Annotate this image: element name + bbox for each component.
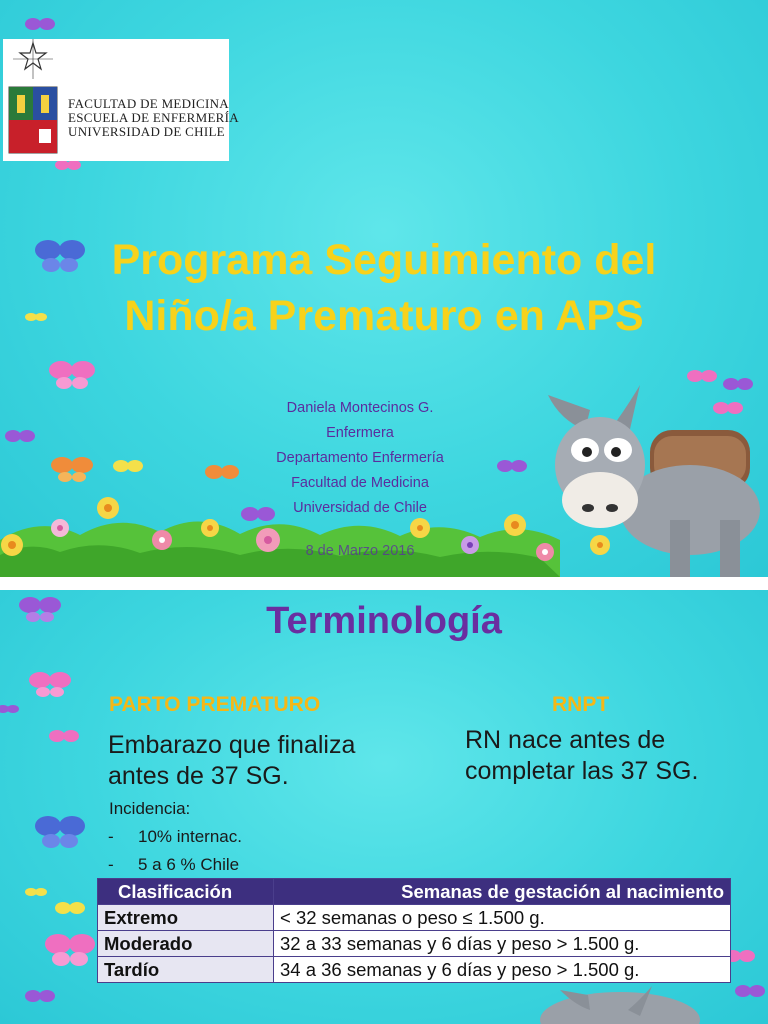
author-block bbox=[230, 396, 490, 521]
university-crest bbox=[3, 39, 63, 161]
definition-line: completar las 37 SG. bbox=[465, 757, 699, 785]
definition-line: antes de 37 SG. bbox=[108, 762, 289, 790]
author-role: Enfermera bbox=[326, 425, 394, 441]
donkey-illustration bbox=[548, 385, 760, 577]
table-row bbox=[98, 957, 731, 983]
university-logo bbox=[3, 39, 239, 161]
parto-prematuro-header: PARTO PREMATURO bbox=[109, 693, 321, 716]
parto-prematuro-definition bbox=[108, 730, 355, 792]
slide-separator bbox=[0, 577, 768, 590]
classification-table bbox=[97, 878, 731, 983]
slide-title bbox=[0, 232, 768, 344]
presentation-date: 8 de Marzo 2016 bbox=[305, 543, 415, 559]
table-cell-category: Moderado bbox=[98, 931, 274, 957]
university-name bbox=[68, 97, 239, 139]
definition-line: RN nace antes de bbox=[465, 726, 666, 754]
rnpt-definition bbox=[465, 725, 698, 787]
author-university: Universidad de Chile bbox=[293, 500, 427, 516]
logo-line: UNIVERSIDAD DE CHILE bbox=[68, 124, 225, 139]
incidence-label: Incidencia: bbox=[109, 799, 191, 818]
logo-line: FACULTAD DE MEDICINA bbox=[68, 96, 229, 111]
donkey-illustration bbox=[540, 986, 700, 1024]
table-cell-category: Tardío bbox=[98, 957, 274, 983]
incidence-list bbox=[108, 823, 242, 879]
rnpt-header: RNPT bbox=[552, 693, 610, 716]
bullet-marker: - bbox=[108, 855, 114, 874]
table-row bbox=[98, 905, 731, 931]
table-cell-criteria: 34 a 36 semanas y 6 días y peso > 1.500 g. bbox=[274, 957, 731, 983]
table-header: Clasificación bbox=[98, 879, 274, 905]
title-line: Niño/a Prematuro en APS bbox=[124, 292, 644, 340]
list-item-text: 10% internac. bbox=[138, 827, 242, 846]
author-department: Departamento Enfermería bbox=[276, 450, 444, 466]
slide-heading: Terminología bbox=[266, 600, 502, 642]
table-header: Semanas de gestación al nacimiento bbox=[274, 879, 731, 905]
author-name: Daniela Montecinos G. bbox=[286, 400, 434, 416]
bullet-marker: - bbox=[108, 827, 114, 846]
table-row bbox=[98, 931, 731, 957]
author-faculty: Facultad de Medicina bbox=[291, 475, 429, 491]
title-line: Programa Seguimiento del bbox=[111, 236, 657, 284]
table-header-row bbox=[98, 879, 731, 905]
table-cell-category: Extremo bbox=[98, 905, 274, 931]
list-item bbox=[108, 851, 242, 879]
table-cell-criteria: < 32 semanas o peso ≤ 1.500 g. bbox=[274, 905, 731, 931]
table-cell-criteria: 32 a 33 semanas y 6 días y peso > 1.500 g. bbox=[274, 931, 731, 957]
list-item bbox=[108, 823, 242, 851]
definition-line: Embarazo que finaliza bbox=[108, 731, 356, 759]
logo-line: ESCUELA DE ENFERMERÍA bbox=[68, 110, 239, 125]
list-item-text: 5 a 6 % Chile bbox=[138, 855, 240, 874]
